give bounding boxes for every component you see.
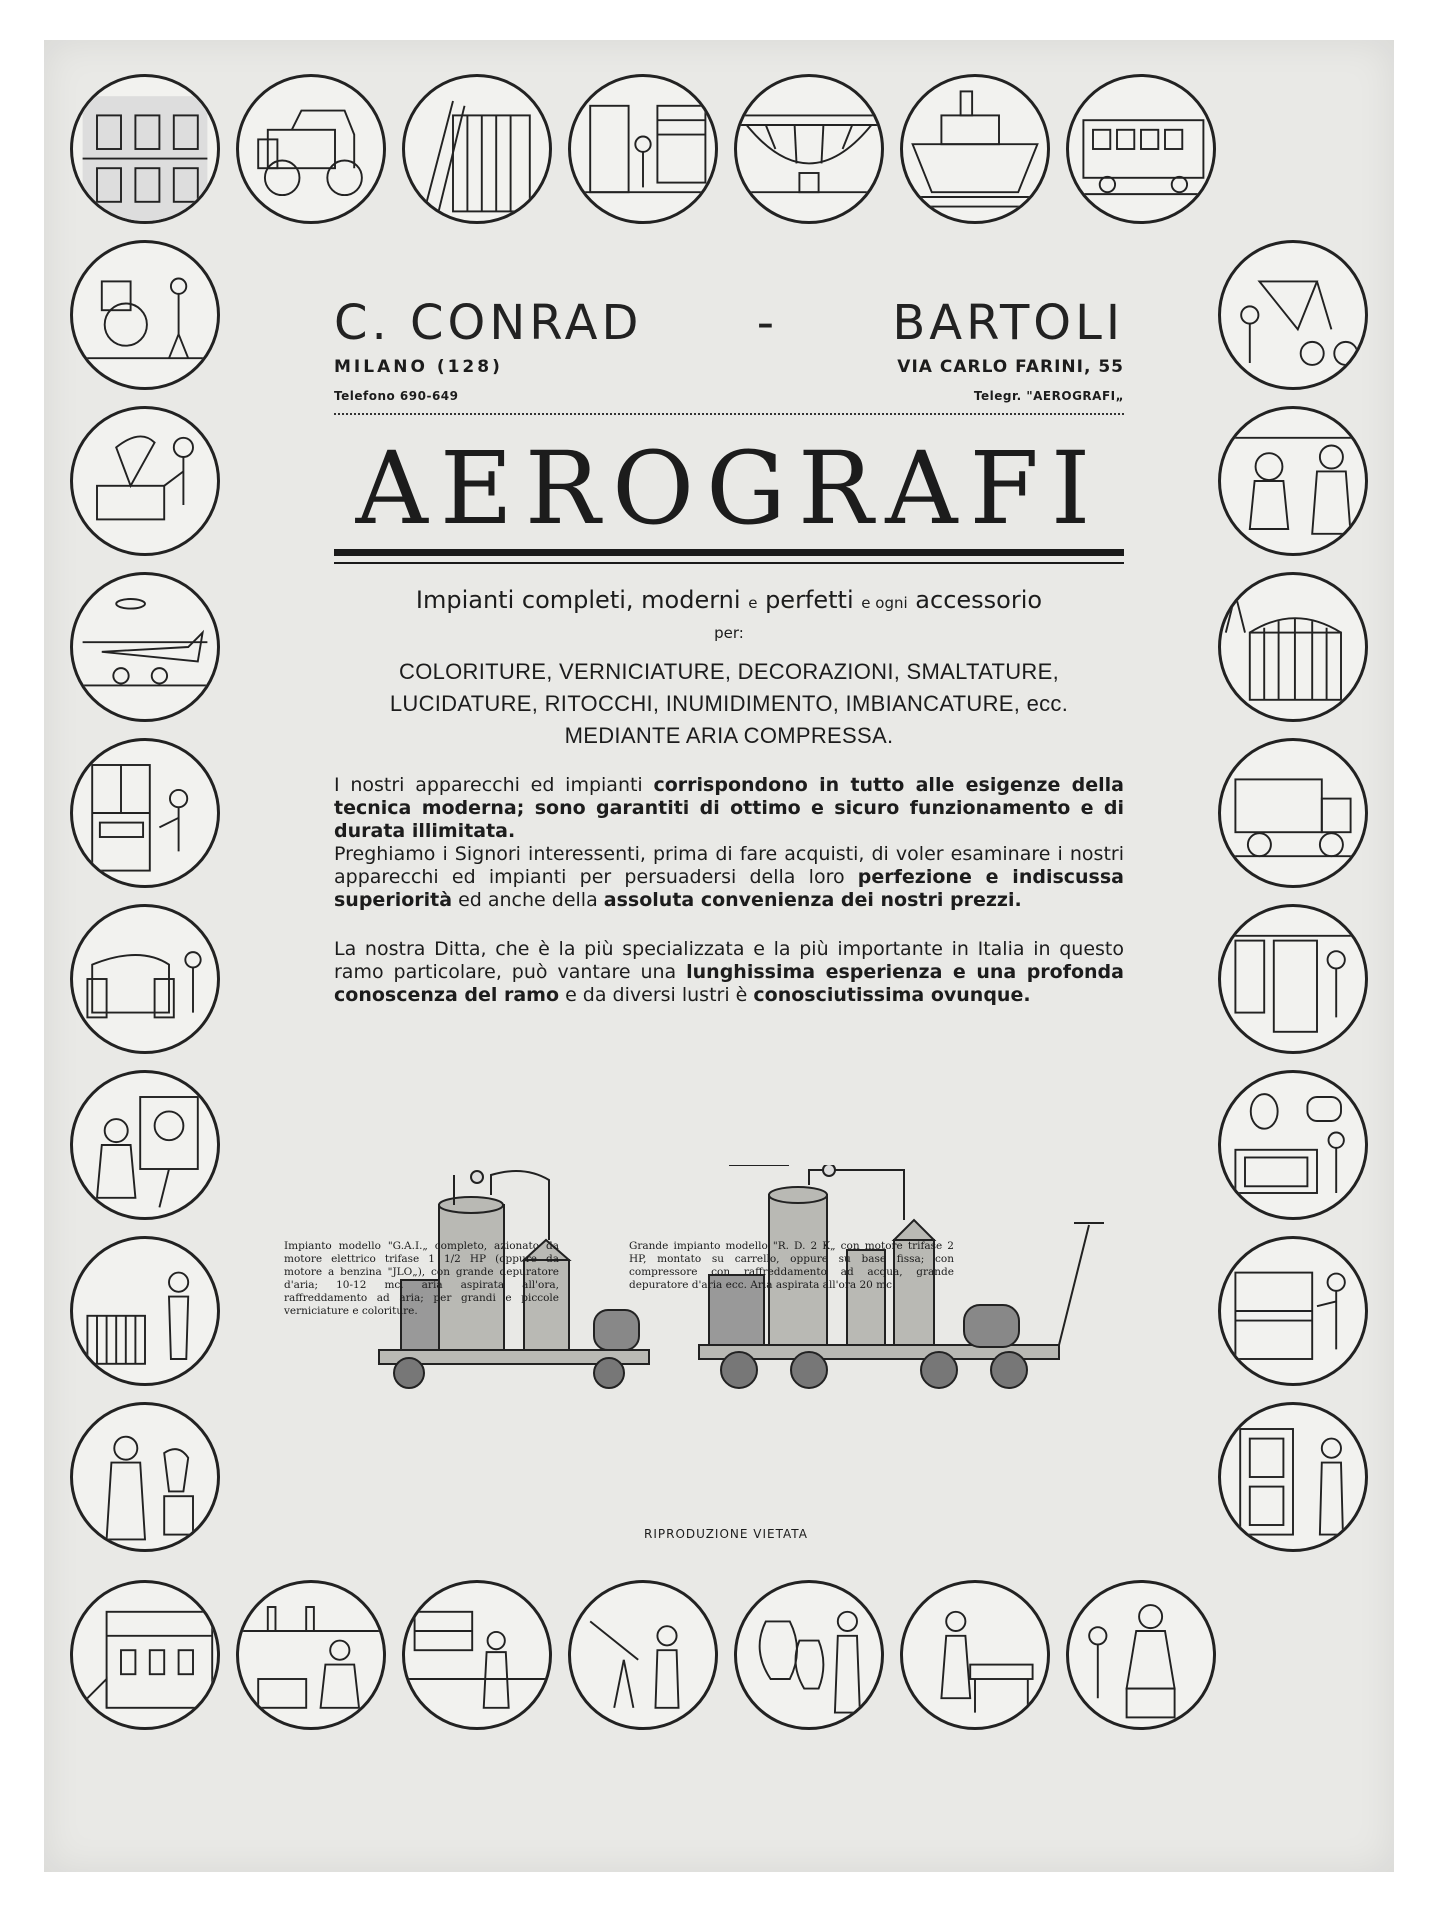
- services-line: LUCIDATURE, RITOCCHI, INUMIDIMENTO, IMBIANCATURE, ecc.: [389, 691, 1069, 716]
- vignette-door-spraying: [1218, 1402, 1368, 1552]
- services-line: MEDIANTE ARIA COMPRESSA.: [564, 723, 894, 748]
- company-name-right: BARTOLI: [892, 295, 1124, 351]
- tagline-part-2: perfetti: [765, 586, 854, 614]
- reproduction-notice: RIPRODUZIONE VIETATA: [644, 1527, 808, 1541]
- tagline-part-3: accessorio: [915, 586, 1043, 614]
- vignette-building-facade: [70, 74, 220, 224]
- dotted-divider: [334, 413, 1124, 415]
- tagline-conj-2: e ogni: [861, 594, 908, 612]
- title-rule-thin: [334, 562, 1124, 564]
- paragraph-text: I nostri apparecchi ed impianti: [334, 774, 654, 796]
- vignette-mirror-frames: [1218, 1070, 1368, 1220]
- paragraph-text: e da diversi lustri è: [559, 984, 754, 1006]
- company-name: [334, 295, 1124, 351]
- vignette-vase-painter: [734, 1580, 884, 1730]
- tagline-per: per:: [714, 624, 744, 642]
- paragraph-text: La nostra Ditta, che è la più specializzata e la più importante in Italia in questo ramo particolare, può vantare una: [334, 938, 1124, 983]
- street-address: VIA CARLO FARINI, 55: [897, 357, 1124, 377]
- vignette-kitchen-cabinet: [70, 738, 220, 888]
- vignette-palace: [70, 1580, 220, 1730]
- vignette-radiator: [70, 1236, 220, 1386]
- title-rule-thick: [334, 549, 1124, 556]
- vignette-portrait-painter: [70, 1070, 220, 1220]
- city: MILANO (128): [334, 357, 503, 377]
- vignette-engine-workshop: [70, 240, 220, 390]
- contact-line: [334, 389, 1124, 403]
- telephone: Telefono 690-649: [334, 389, 459, 403]
- paragraph-emphasis: perfezione e indiscussa superiorità: [334, 866, 1124, 911]
- vignette-telescope: [568, 1580, 718, 1730]
- vignette-airplane: [70, 572, 220, 722]
- vignette-fabric-spraying: [1218, 904, 1368, 1054]
- vignette-sculptor: [70, 1402, 220, 1552]
- vignette-street-kiosk: [568, 74, 718, 224]
- page-title: AEROGRAFI: [355, 430, 1103, 547]
- caption-model-rd2k: Grande impianto modello "R. D. 2 K„ con motore trifase 2 HP, montato su carrello, oppure su base fissa; con compressore con raffreddamento ad acqua, grande depuratore d'aria ecc. Aria aspirata all'ora 20 mc.: [629, 1240, 954, 1291]
- vignette-piano: [1218, 1236, 1368, 1386]
- services-list: [334, 656, 1124, 752]
- paragraph-experience: [334, 938, 1124, 1007]
- vignette-ceramics-workers: [402, 1580, 552, 1730]
- paragraph-quality: [334, 774, 1124, 912]
- paragraph-text: Preghiamo i Signori interessenti, prima di fare acquisti, di voler esaminare i nostri apparecchi ed impianti per persuadersi della loro: [334, 843, 1124, 888]
- tagline: [334, 586, 1124, 614]
- company-name-left: C. CONRAD: [334, 295, 643, 351]
- vignette-steamship: [900, 74, 1050, 224]
- vignette-tank-ladder: [402, 74, 552, 224]
- telegraph: Telegr. "AEROGRAFI„: [973, 389, 1124, 403]
- vignette-armchair: [70, 904, 220, 1054]
- vignette-iron-gate: [1218, 572, 1368, 722]
- poster-sheet: [44, 40, 1394, 1872]
- company-name-separator: -: [756, 295, 779, 351]
- vignette-automobile: [236, 74, 386, 224]
- paragraph-emphasis: lunghissima esperienza e una profonda conoscenza del ramo: [334, 961, 1124, 1006]
- services-line: COLORITURE, VERNICIATURE, DECORAZIONI, SMALTATURE,: [399, 659, 1059, 684]
- tagline-part-1: Impianti completi, moderni: [415, 586, 741, 614]
- vignette-iron-bridge: [734, 74, 884, 224]
- paragraph-text: ed anche della: [452, 889, 604, 911]
- address-line: [334, 357, 1124, 377]
- paragraph-emphasis: corrispondono in tutto alle esigenze della tecnica moderna; sono garantiti di ottimo e sicuro funzionamento e di durata illimitata.: [334, 774, 1124, 842]
- paragraph-emphasis: conosciutissima ovunque.: [753, 984, 1031, 1006]
- vignette-gramophone: [70, 406, 220, 556]
- main-content: [334, 295, 1124, 1007]
- tagline-conj-1: e: [748, 594, 758, 612]
- vignette-workbench: [900, 1580, 1050, 1730]
- vignette-bicycle-frame: [1218, 240, 1368, 390]
- caption-model-gai: Impianto modello "G.A.I.„ completo, azionato da motore elettrico trifase 1 1/2 HP (oppure da motore a benzina "JLO„), con grande depuratore d'aria; 10-12 mc. aria aspirata all'ora, raffreddamento ad aria; per grandi e piccole verniciature e coloriture.: [284, 1240, 559, 1317]
- paragraph-emphasis: assoluta convenienza dei nostri prezzi.: [603, 889, 1022, 911]
- vignette-railway-car: [1066, 74, 1216, 224]
- vignette-shoemakers: [236, 1580, 386, 1730]
- vignette-sculpture-figure: [1066, 1580, 1216, 1730]
- vignette-doll-painting: [1218, 406, 1368, 556]
- vignette-motor-truck: [1218, 738, 1368, 888]
